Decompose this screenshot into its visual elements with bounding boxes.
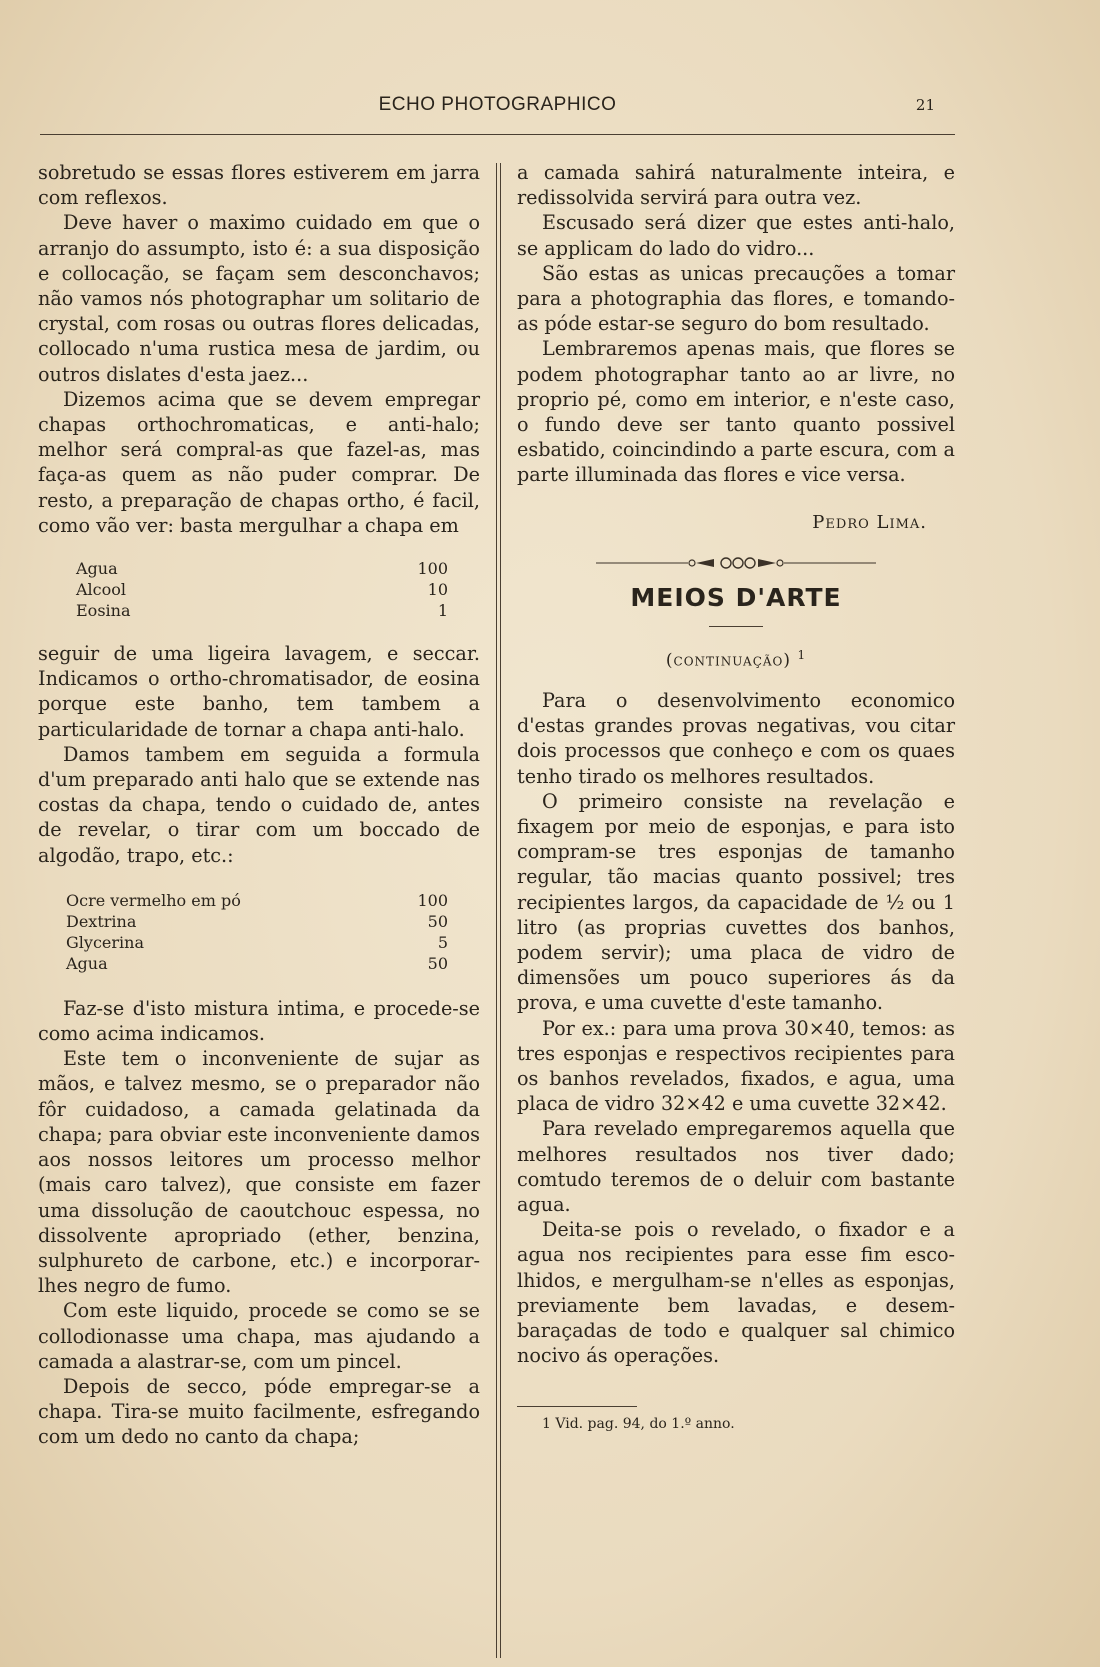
paragraph: Faz-se d'isto mistura intima, e procede-se como acima indicamos. [38, 996, 480, 1046]
right-column [517, 160, 955, 1433]
recipe-row [76, 558, 448, 579]
paragraph: Deita-se pois o revelado, o fixador e a agua nos recipientes para esse fim escolhidos, e mergulham-se n'elles as esponjas, previamente bem lavadas, e desembaraçadas de todo e qualquer sal chimico nocivo ás operações. [517, 1218, 955, 1368]
paragraph: Lembraremos apenas mais, que flores se podem photographar tanto ao ar livre, no proprio pé, como em interior, e n'este caso, o fundo deve ser tanto quanto possivel esbatido, coincindindo a parte escura, com a parte illuminada das flores e vice versa. [517, 337, 955, 487]
footnote-marker: 1 [797, 648, 807, 663]
author-signature: Pedro Lima. [812, 511, 927, 533]
paragraph: a camada sahirá naturalmente inteira, e redissolvida servirá para outra vez. [517, 161, 955, 210]
paragraph: Dizemos acima que se devem empregar chapas orthochromaticas, e anti-halo; melhor será compral-as que fazel-as, mas faça-as quem as não puder comprar. De resto, a preparação de chapas ortho, é facil, como vão ver: basta mergulhar a chapa em [38, 387, 480, 537]
paragraph: seguir de uma ligeira lavagem, e seccar. Indicamos o ortho-chromatisador, de eosina porque este banho, tem tambem a particularidade de tornar a chapa anti-halo. [38, 642, 480, 741]
ingredient-qty: 50 [427, 911, 448, 931]
ingredient-qty: 50 [427, 953, 448, 973]
anti-halo-recipe-table [66, 890, 448, 974]
left-column [38, 160, 480, 1450]
ingredient-qty: 1 [437, 601, 448, 621]
ingredient-name: Eosina [76, 601, 131, 621]
recipe-row [76, 600, 448, 621]
paragraph: Este tem o inconveniente de sujar as mãos, e talvez mesmo, se o preparador não fôr cuidadoso, a camada gelatinada da chapa; para obviar este inconveniente damos aos nossos leitores um processo melhor (mais caro talvez), que consiste em fazer uma dissolução de caoutchouc espessa, no dissolvente apropriado (ether, benzina, sulphureto de carbone, etc.) e incorporar-lhes negro de fumo. [38, 1047, 480, 1298]
paragraph: Para o desenvolvimento economico d'estas grandes provas negativas, vou citar dois processos que conheço e com os quaes tenho tirado os melhores resultados. [517, 688, 955, 788]
ortho-recipe-table [76, 558, 448, 621]
paragraph: Por ex.: para uma prova 30×40, temos: as tres esponjas e respectivos recipientes para os banhos revelados, fixados, e agua, uma placa de vidro 32×42 e uma cuvette 32×42. [517, 1016, 955, 1116]
footnote: 1 Vid. pag. 94, do 1.º anno. [542, 1416, 735, 1433]
recipe-row [66, 911, 448, 932]
ornament-divider-icon [596, 555, 876, 571]
ingredient-name: Agua [76, 559, 118, 579]
paragraph: O primeiro consiste na revelação e fixagem por meio de esponjas, e para isto compram-se tres esponjas de tamanho regular, tão macias quanto possivel; tres recipientes largos, da capacidade de ½ ou 1 litro (as proprias cuvettes dos banhos, podem servir); uma placa de vidro de dimensões um pouco superiores ás da prova, e uma cuvette d'este tamanho. [517, 789, 955, 1015]
ingredient-qty: 10 [427, 580, 448, 600]
running-header [40, 94, 955, 135]
ingredient-name: Glycerina [66, 932, 144, 952]
recipe-row [66, 953, 448, 974]
recipe-row [66, 890, 448, 911]
recipe-row [76, 579, 448, 600]
title-rule [709, 626, 763, 627]
column-divider [496, 163, 501, 1658]
ingredient-name: Ocre vermelho em pó [66, 890, 241, 910]
ingredient-name: Alcool [76, 580, 127, 600]
paragraph: Depois de secco, póde empregar-se a chapa. Tira-se muito facilmente, esfregando com um dedo no canto da chapa; [38, 1374, 480, 1449]
ingredient-name: Dextrina [66, 911, 137, 931]
paragraph: sobretudo se essas flores estiverem em jarra com reflexos. [38, 161, 480, 210]
paragraph: Deve haver o maximo cuidado em que o arranjo do assumpto, isto é: a sua disposição e collocação, se façam sem desconchavos; não vamos nós photographar um solitario de crystal, com rosas ou outras flores delicadas, collocado n'uma rustica mesa de jardim, ou outros dislates d'esta jaez... [38, 211, 480, 386]
paragraph: Com este liquido, procede se como se se collodionasse uma chapa, mas ajudando a camada a alastrar-se, com um pincel. [38, 1299, 480, 1373]
subtitle-text: (continuação) [665, 650, 792, 671]
recipe-row [66, 932, 448, 953]
page-number: 21 [915, 96, 935, 114]
paragraph: São estas as unicas precauções a tomar para a photographia das flores, e tomando-as póde estar-se seguro do bom resultado. [517, 261, 955, 336]
footnote-rule [517, 1406, 637, 1407]
journal-title: ECHO PHOTOGRAPHICO [378, 94, 617, 115]
section-subtitle [517, 643, 955, 674]
ingredient-qty: 100 [417, 559, 448, 579]
paragraph: Damos tambem em seguida a formula d'um preparado anti halo que se extende nas costas da chapa, tendo o cuidado de, antes de revelar, o tirar com um boccado de algodão, trapo, etc.: [38, 742, 480, 867]
paragraph: Para revelado empregaremos aquella que melhores resultados nos tiver dado; comtudo teremos de o deluir com bastante agua. [517, 1117, 955, 1216]
paragraph: Escusado será dizer que estes anti-halo, se applicam do lado do vidro... [517, 211, 955, 260]
ingredient-qty: 5 [437, 932, 448, 952]
section-title: MEIOS D'ARTE [630, 582, 842, 612]
ingredient-qty: 100 [417, 890, 448, 910]
ingredient-name: Agua [66, 953, 108, 973]
